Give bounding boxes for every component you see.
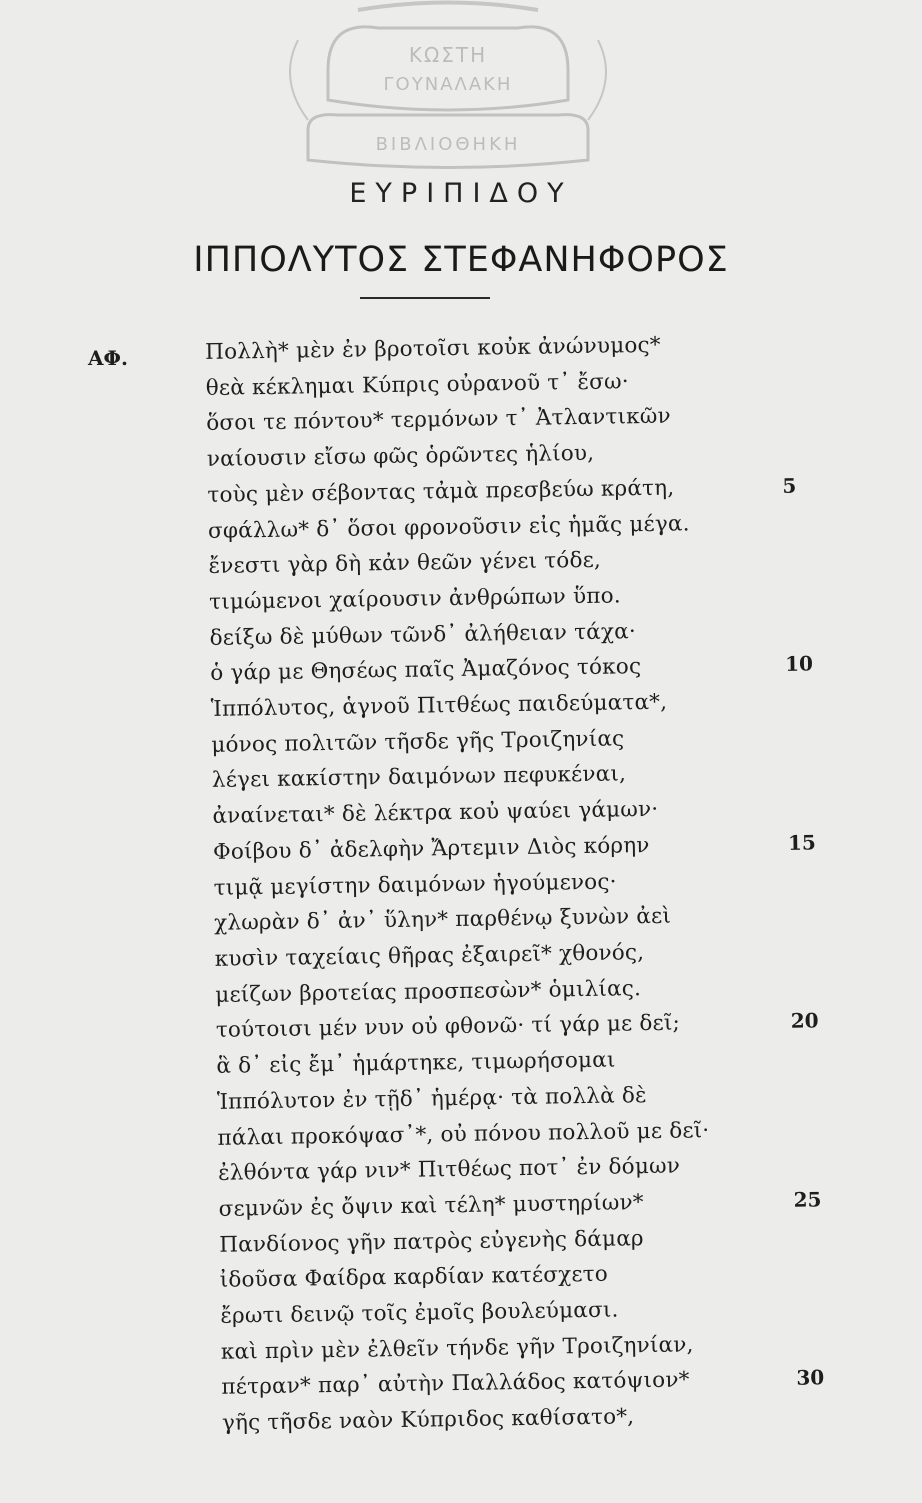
verse-line: ἰδοῦσα Φαίδρα καρδίαν κατέσχετο xyxy=(219,1261,609,1293)
verse-line: ἐλθόντα γάρ νιν* Πιτθέως ποτ᾽ ἐν δόμων xyxy=(217,1153,681,1186)
stamp-name-last: ΓΟΥΝΑΛΑΚΗ xyxy=(383,74,513,95)
verse-line: ἃ δ᾽ εἰς ἔμ᾽ ἡμάρτηκε, τιμωρήσομαι xyxy=(216,1047,616,1079)
play-title: ΙΠΠΟΛΥΤΟΣ ΣΤΕΦΑΝΗΦΟΡΟΣ xyxy=(193,240,729,280)
verse-line: Ἱππόλυτος, ἁγνοῦ Πιτθέως παιδεύματα*, xyxy=(210,689,668,722)
line-number: 20 xyxy=(790,1008,819,1033)
verse-line: χλωρὰν δ᾽ ἀν᾽ ὕλην* παρθένῳ ξυνὼν ἀεὶ xyxy=(213,903,672,936)
verse-line: τοὺς μὲν σέβοντας τἀμὰ πρεσβεύω κράτη, xyxy=(207,475,675,508)
line-number: 5 xyxy=(782,473,797,498)
verse-line: τιμᾷ μεγίστην δαιμόνων ἡγούμενος· xyxy=(213,869,617,901)
verse-line: μόνος πολιτῶν τῆσδε γῆς Τροιζηνίας xyxy=(211,726,625,758)
verse-line: μείζων βροτείας προσπεσὼν* ὁμιλίας. xyxy=(215,976,642,1008)
verse-line: ὁ γάρ με Θησέως παῖς Ἀμαζόνος τόκος xyxy=(210,654,642,686)
verse-line: γῆς τῆσδε ναὸν Κύπριδος καθίσατο*, xyxy=(221,1404,635,1436)
verse-line: ὅσοι τε πόντου* τερμόνων τ᾽ Ἀτλαντικῶν xyxy=(206,403,671,436)
verse-line: κυσὶν ταχείαις θῆρας ἐξαιρεῖ* χθονός, xyxy=(214,940,645,972)
verse-line: Πανδίονος γῆν πατρὸς εὐγενὴς δάμαρ xyxy=(219,1226,644,1258)
verse-line: λέγει κακίστην δαιμόνων πεφυκέναι, xyxy=(211,761,627,793)
line-number: 15 xyxy=(787,830,816,855)
verse-line: Φοίβου δ᾽ ἀδελφὴν Ἄρτεμιν Διὸς κόρην xyxy=(212,833,650,865)
verse-line: τιμώμενοι χαίρουσιν ἀνθρώπων ὕπο. xyxy=(208,583,621,615)
verse-line: πάλαι προκόψασ᾽*, οὐ πόνου πολλοῦ με δεῖ· xyxy=(217,1118,710,1151)
verse-line: πέτραν* παρ᾽ αὐτὴν Παλλάδος κατόψιον* xyxy=(221,1367,690,1400)
verse-line: δείξω δὲ μύθων τῶνδ᾽ ἀλήθειαν τάχα· xyxy=(209,619,637,651)
stamp-name-first: ΚΩΣΤΗ xyxy=(408,43,488,67)
line-number: 30 xyxy=(796,1365,825,1390)
verse-line: ναίουσιν εἴσω φῶς ὁρῶντες ἡλίου, xyxy=(206,440,595,472)
stamp-library: ΒΙΒΛΙΟΘΗΚΗ xyxy=(375,134,521,155)
verse-line: σεμνῶν ἐς ὄψιν καὶ τέλη* μυστηρίων* xyxy=(218,1190,644,1222)
verse-line: Ἱππόλυτον ἐν τῇδ᾽ ἡμέρᾳ· τὰ πολλὰ δὲ xyxy=(216,1083,647,1115)
verse-line: ἔνεστι γὰρ δὴ κἀν θεῶν γένει τόδε, xyxy=(208,547,602,579)
author-heading: ΕΥΡΙΠΙΔΟΥ xyxy=(349,178,573,209)
line-number: 10 xyxy=(784,651,814,676)
verse-line: ἀναίνεται* δὲ λέκτρα κοὐ ψαύει γάμων· xyxy=(212,796,659,829)
verse-line: θεὰ κέκλημαι Κύπρις οὐρανοῦ τ᾽ ἔσω· xyxy=(205,369,629,401)
verse-line: Πολλὴ* μὲν ἐν βροτοῖσι κοὐκ ἀνώνυμος* xyxy=(204,332,661,365)
verse-line: ἔρωτι δεινῷ τοῖς ἐμοῖς βουλεύμασι. xyxy=(220,1297,619,1329)
line-number: 25 xyxy=(793,1187,822,1212)
verse-line: τούτοισι μέν νυν οὐ φθονῶ· τί γάρ με δεῖ; xyxy=(215,1010,681,1043)
speaker-label: ΑΦ. xyxy=(88,346,128,370)
verse-line: καὶ πρὶν μὲν ἐλθεῖν τήνδε γῆν Τροιζηνίαν, xyxy=(220,1332,694,1365)
verse-line: σφάλλω* δ᾽ ὅσοι φρονοῦσιν εἰς ἡμᾶς μέγα. xyxy=(207,511,690,544)
